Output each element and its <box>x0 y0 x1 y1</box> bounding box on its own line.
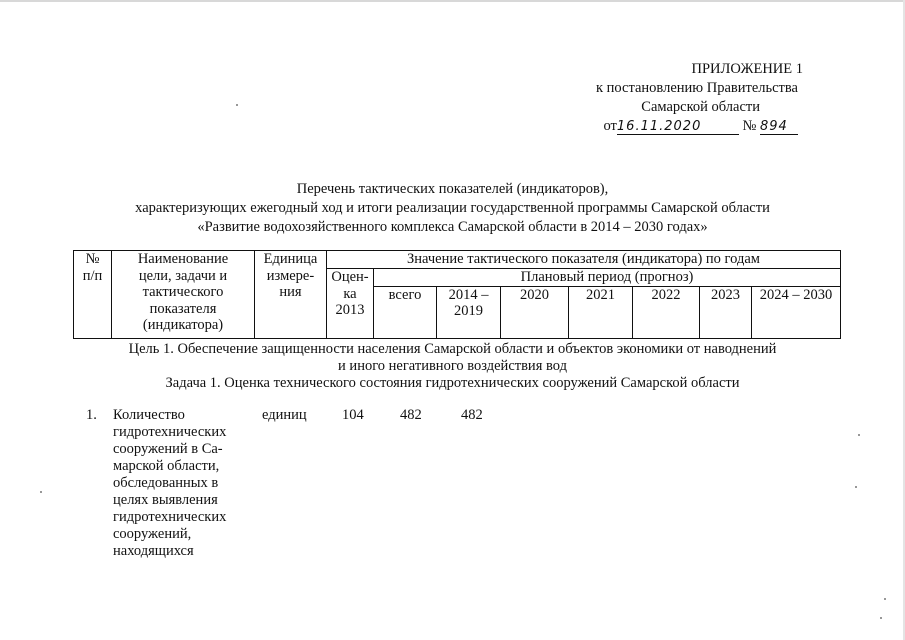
col-name-line-3: тактического <box>142 284 224 300</box>
heading-line-1: Перечень тактических показателей (индикаторов), <box>296 181 609 197</box>
appendix-block <box>560 60 860 136</box>
row-1-name <box>113 407 253 560</box>
row-1-name-line: гидротехнических <box>113 424 227 440</box>
handwritten-number: 894 <box>760 119 798 135</box>
row-1-name-line: гидротехнических <box>113 509 227 525</box>
row-1-2014-2019: 482 <box>461 407 483 423</box>
row-1-name-line: сооружений, <box>113 526 192 542</box>
col-name-line-5: (индикатора) <box>142 317 224 333</box>
scan-speck <box>40 491 42 493</box>
appendix-date-number-line <box>560 117 798 136</box>
estimate-line-2: ка <box>343 285 357 302</box>
planned-period-header: Плановый период (прогноз) <box>374 269 841 287</box>
row-1-name-line: обследованных в <box>113 475 219 491</box>
col-name-line-1: Наименование <box>137 251 229 267</box>
year-2020-header: 2020 <box>501 286 569 338</box>
scan-speck <box>858 434 860 436</box>
scan-speck <box>236 104 238 106</box>
scan-speck <box>855 486 857 488</box>
goal-section <box>0 341 905 392</box>
year-2022-header: 2022 <box>633 286 700 338</box>
col-name-header <box>112 251 255 339</box>
scan-speck <box>884 598 886 600</box>
handwritten-date: 16.11.2020 <box>617 119 739 135</box>
year-total-header: всего <box>374 286 437 338</box>
year-2024-2030-header: 2024 – 2030 <box>752 286 841 338</box>
estimate-line-3: 2013 <box>335 302 365 318</box>
col-name-line-2: цели, задачи и <box>138 267 228 284</box>
row-1-name-line: находящихся <box>113 543 194 559</box>
year-2021-header: 2021 <box>569 286 633 338</box>
indicators-table-header <box>73 250 841 339</box>
row-1-total: 482 <box>400 407 422 423</box>
appendix-resolution-line: к постановлению Правительства <box>596 80 798 96</box>
scan-top-edge <box>0 0 905 2</box>
row-1-number: 1. <box>86 407 97 423</box>
col-number-header <box>74 251 112 339</box>
row-1-name-line: Количество <box>113 407 185 423</box>
estimate-2013-header <box>327 269 374 339</box>
appendix-title: ПРИЛОЖЕНИЕ 1 <box>691 61 803 77</box>
col-unit-line-2: измере- <box>266 267 315 284</box>
row-1-name-line: марской области, <box>113 458 220 474</box>
col-number-line-1: № <box>85 251 100 267</box>
row-1-name-line: целях выявления <box>113 492 218 508</box>
col-number-line-2: п/п <box>82 267 103 284</box>
from-label: от <box>603 118 617 134</box>
goal-line-1: Цель 1. Обеспечение защищенности населения Самарской области и объектов экономики от наводнений <box>128 341 777 357</box>
heading-line-2: характеризующих ежегодный ход и итоги реализации государственной программы Самарской области <box>135 200 770 216</box>
row-1-name-line: сооружений в Са- <box>113 441 223 457</box>
task-line: Задача 1. Оценка технического состояния гидротехнических сооружений Самарской области <box>165 375 740 391</box>
row-1-unit: единиц <box>262 407 307 423</box>
appendix-region-line: Самарской области <box>641 99 760 115</box>
col-unit-header <box>255 251 327 339</box>
estimate-line-1: Оцен- <box>331 269 369 285</box>
col-name-line-4: показателя <box>149 300 217 317</box>
scan-speck <box>880 617 882 619</box>
col-unit-line-3: ния <box>279 284 302 300</box>
document-heading <box>0 180 905 237</box>
goal-line-2: и иного негативного воздействия вод <box>338 358 567 374</box>
heading-line-3: «Развитие водохозяйственного комплекса Самарской области в 2014 – 2030 годах» <box>197 219 708 235</box>
values-header: Значение тактического показателя (индикатора) по годам <box>327 251 841 269</box>
year-2014-2019-header: 2014 – 2019 <box>437 286 501 338</box>
number-label: № <box>742 118 757 134</box>
year-2023-header: 2023 <box>700 286 752 338</box>
col-unit-line-1: Единица <box>263 251 318 267</box>
row-1-estimate-2013: 104 <box>342 407 364 423</box>
